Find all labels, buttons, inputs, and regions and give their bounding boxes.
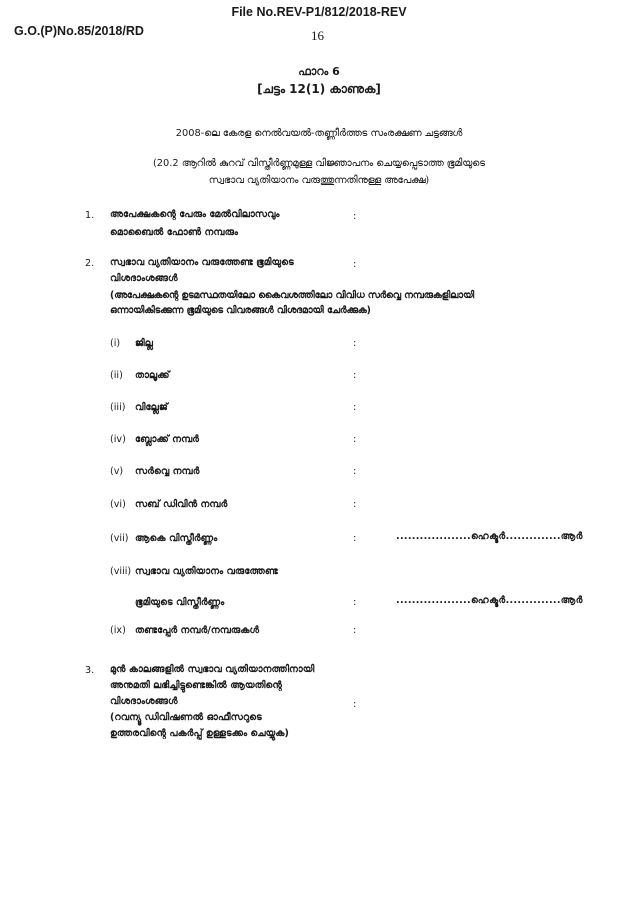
colon: : [353,211,357,222]
go-number: G.O.(P)No.85/2018/RD [14,24,144,38]
sub-item-label: (viii) [110,566,132,577]
colon: : [353,699,357,710]
sub-item-village: വില്ലേജ് [135,402,168,413]
sub-item-label: (vi) [110,499,126,510]
colon: : [353,533,357,544]
file-number: File No.REV-P1/812/2018-REV [231,5,407,19]
sub-item-label: (v) [110,466,124,477]
subtitle-line-1: (20.2 ആറിൽ കുറവ് വിസ്തീർണ്ണമുള്ള വിജ്ഞാപനം ചെയ്യപ്പെടാത്ത ഭൂമിയുടെ [152,158,486,169]
item-label: മുൻ കാലങ്ങളിൽ സ്വഭാവ വ്യതിയാനത്തിനായി [110,664,315,675]
sub-item-label: (vii) [110,533,129,544]
colon: : [353,259,357,270]
sub-item-label: (iii) [110,402,126,413]
sub-item-district: ജില്ല [135,338,153,349]
sub-item-subdivision-number: സബ് ഡിവിൻ നമ്പർ [135,499,228,510]
form-rule: [ചട്ടം 12(1) കാണുക] [257,82,381,96]
sub-item-thandaper-number: തണ്ടപ്പേർ നമ്പർ/നമ്പരുകൾ [135,625,260,636]
sub-item-block-number: ബ്ലോക്ക് നമ്പർ [135,434,199,445]
item-label: സ്വഭാവ വ്യതിയാനം വരുത്തേണ്ട ഭൂമിയുടെ [110,257,294,268]
colon: : [353,370,357,381]
item-label: അനുമതി ലഭിച്ചിട്ടുണ്ടെങ്കിൽ ആയതിന്റെ [110,680,282,691]
colon: : [353,402,357,413]
subtitle-line-2: സ്വഭാവ വ്യതിയാനം വരുത്തുന്നതിനുള്ള അപേക്ഷ) [208,175,430,186]
item-number: 2. [85,258,95,269]
sub-item-label: (ii) [110,370,123,381]
colon: : [353,499,357,510]
item-label: വിശദാംശങ്ങൾ [110,273,178,284]
sub-item-survey-number: സർവ്വെ നമ്പർ [135,466,200,477]
item-number: 3. [85,665,95,676]
sub-item-label: (iv) [110,434,126,445]
form-title: ഫാറം 6 [298,65,340,78]
colon: : [353,625,357,636]
item-label: ഉത്തരവിന്റെ പകർപ്പ് ഉള്ളടക്കം ചെയ്യുക) [110,728,289,739]
item-label: അപേക്ഷകന്റെ പേരും മേൽവിലാസവും [110,209,280,220]
colon: : [353,434,357,445]
sub-item-label: (ix) [110,625,126,636]
item-note: ഒന്നായികിടക്കുന്ന ഭൂമിയുടെ വിവരങ്ങൾ വിശദമായി ചേർക്കുക) [110,305,371,316]
sub-item-total-area: ആകെ വിസ്തീർണ്ണം [135,533,218,544]
area-blank: ...................ഹെക്ടർ..............ആർ [396,595,583,606]
item-note: (അപേക്ഷകന്റെ ഉടമസ്ഥതയിലോ കൈവശത്തിലോ വിവിധ സർവ്വെ നമ്പരുകളിലായി [110,290,475,301]
sub-item-conversion-area-2: ഭൂമിയുടെ വിസ്തീർണ്ണം [135,597,225,608]
colon: : [353,597,357,608]
item-label: വിശദാംശങ്ങൾ [110,696,178,707]
sub-item-taluk: താലൂക്ക് [135,370,170,381]
act-name: 2008-ലെ കേരള നെൽവയൽ-തണ്ണീർത്തട സംരക്ഷണ ചട്ടങ്ങൾ [175,128,463,139]
colon: : [353,466,357,477]
area-blank: ...................ഹെക്ടർ..............ആർ [396,531,583,542]
item-number: 1. [85,210,95,221]
sub-item-conversion-area: സ്വഭാവ വ്യതിയാനം വരുത്തേണ്ട [135,566,278,577]
colon: : [353,338,357,349]
item-label: (റവന്യൂ ഡിവിഷണൽ ഓഫീസറുടെ [110,712,262,723]
sub-item-label: (i) [110,338,121,349]
page-number: 16 [311,28,324,43]
item-label: മൊബൈൽ ഫോൺ നമ്പരും [110,227,239,238]
